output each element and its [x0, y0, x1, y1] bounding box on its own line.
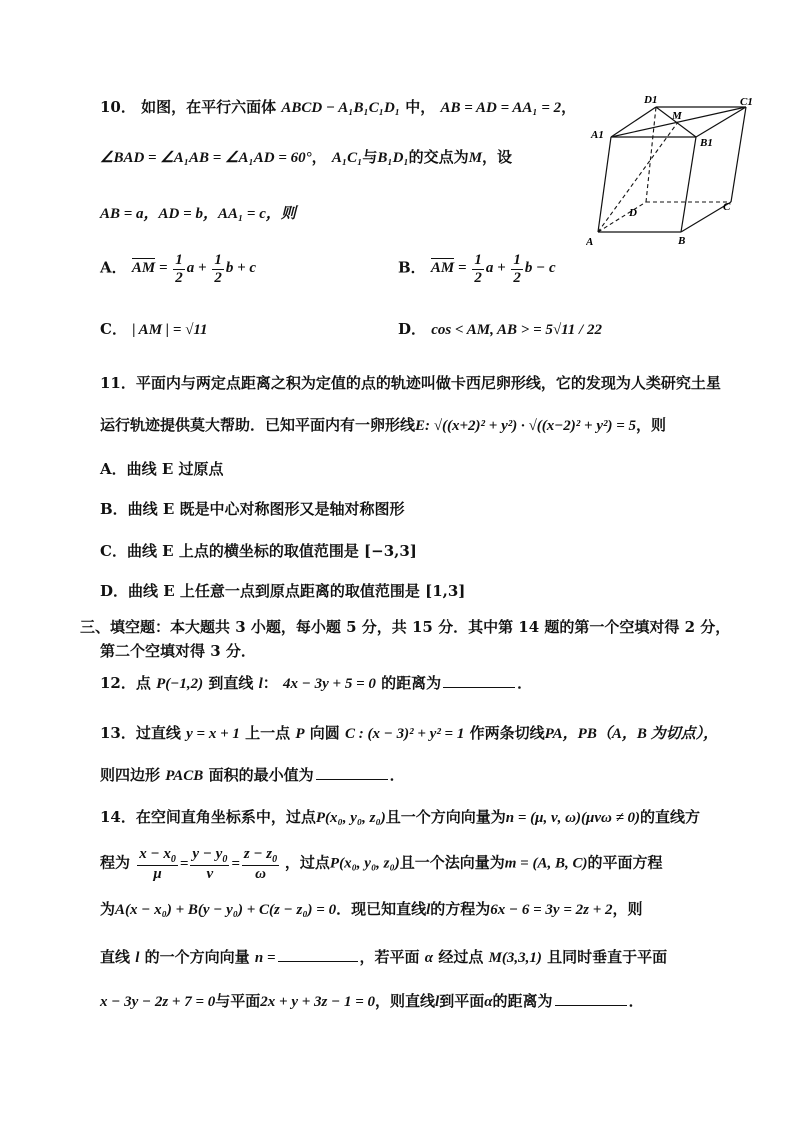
q13-text: 过直线: [135, 724, 181, 742]
q14-text: ．: [628, 992, 644, 1010]
label-b: B: [678, 235, 686, 247]
q10-number: 10．: [100, 98, 136, 116]
q13-quad: PACB: [165, 768, 204, 784]
q12-text: 点: [135, 674, 151, 692]
q13-text: 作两条切线: [469, 724, 545, 742]
q14-text: 经过点: [438, 948, 484, 966]
q10-text: 如图，在平行六面体: [141, 98, 277, 116]
q14-plane-equation: A(x − x₀) + B(y − y₀) + C(z − z₀) = 0: [115, 902, 337, 918]
option-d-label: D．: [398, 320, 427, 338]
q14-line4: [100, 946, 667, 967]
q14-text: 到平面: [439, 992, 485, 1010]
q11-option-a: A．曲线 E 过原点: [100, 460, 224, 478]
q14-text: 与平面: [215, 992, 261, 1010]
parallelepiped-figure: [586, 92, 766, 252]
q13-text: 面积的最小值为: [208, 766, 314, 784]
q14-text: ，则直线: [375, 992, 436, 1010]
q10-line2: [100, 146, 512, 167]
q13-text: 上一点: [245, 724, 291, 742]
q14-alpha: α: [484, 994, 493, 1010]
q11-option-c: C．曲线 E 上点的横坐标的取值范围是 [−3,3]: [100, 542, 417, 560]
q10-text: ，: [561, 98, 577, 116]
q12-text: ．: [517, 674, 533, 692]
q12-answer-blank[interactable]: [443, 686, 515, 688]
q10-text: 的交点为: [408, 148, 469, 166]
q10-line3: AB = a，AD = b，AA₁ = c，则: [100, 206, 296, 222]
q14-text: 的方程为: [430, 900, 491, 918]
q14-text: 的平面方程: [587, 853, 663, 872]
q10-text: ，设: [482, 148, 513, 166]
q12-text: 到直线: [208, 674, 254, 692]
q13-number: 13．: [100, 724, 136, 742]
q14-text: ，若平面: [359, 948, 420, 966]
label-b1: B1: [700, 137, 713, 149]
q13-answer-blank[interactable]: [316, 778, 388, 780]
q14-point: P(x₀, y₀, z₀): [329, 855, 400, 872]
q14-vector-n: n =: [254, 950, 276, 966]
option-b-label: B．: [398, 258, 426, 277]
label-c1: C1: [740, 96, 753, 108]
q13-line1: [100, 722, 718, 743]
q13-line-eq: y = x + 1: [186, 726, 240, 742]
q10-text: 中，: [405, 98, 436, 116]
q11-option-d: D．曲线 E 上任意一点到原点距离的取值范围是 [1,3]: [100, 582, 466, 600]
q14-direction-vector: n = (μ, ν, ω)(μνω ≠ 0): [505, 810, 641, 826]
q13-text: 向圆: [309, 724, 340, 742]
q14-text: 的距离为: [492, 992, 553, 1010]
q13-p: P: [295, 726, 305, 742]
q12-point: P(−1,2): [156, 676, 204, 692]
q13-text: 则四边形: [100, 766, 161, 784]
q10-option-b: [398, 252, 556, 286]
option-b-formula: AM = $\frac{1}{2}$ a + $\frac{1}{2}$ b − c: [430, 252, 556, 286]
option-a-formula: AM = $\frac{1}{2}$ a + $\frac{1}{2}$ b + c: [131, 252, 257, 286]
q11-option-b: B．曲线 E 既是中心对称图形又是轴对称图形: [100, 500, 405, 518]
q14-text: 且一个法向量为: [399, 853, 505, 872]
q10-option-d: [398, 318, 602, 339]
q10-m: M: [468, 150, 483, 166]
option-d-formula: cos < AM, AB > = 5√11 / 22: [431, 322, 602, 338]
q11-text: ，则: [636, 416, 667, 434]
section3-line2: 第二个空填对得 3 分．: [100, 642, 256, 660]
q11-equation: E: √((x+2)² + y²) · √((x−2)² + y²) = 5: [415, 418, 637, 434]
label-a1: A1: [591, 129, 604, 141]
q14-text: ，则: [612, 900, 643, 918]
q10-text: ，: [311, 148, 327, 166]
q11-text: 平面内与两定点距离之积为定值的点的轨迹叫做卡西尼卵形线，它的发现为人类研究土星: [135, 374, 721, 392]
q10-angles: ∠BAD = ∠A₁AB = ∠A₁AD = 60°: [100, 150, 312, 166]
q14-line3: [100, 898, 643, 919]
option-c-label: C．: [100, 320, 127, 338]
q14-text: 的一个方向向量: [144, 948, 250, 966]
q13-circle: C : (x − 3)² + y² = 1: [345, 726, 465, 742]
q14-l: l: [135, 950, 140, 966]
q14-answer-blank-2[interactable]: [555, 1004, 627, 1006]
label-a: A: [586, 236, 594, 248]
q11-line2: [100, 414, 666, 435]
q14-line1: [100, 806, 700, 827]
q14-text: 程为: [100, 853, 131, 872]
q11-text: 运行轨迹提供莫大帮助．已知平面内有一卵形线: [100, 416, 416, 434]
q14-text: 且一个方向向量为: [385, 808, 506, 826]
q12-number: 12．: [100, 674, 136, 692]
q13-text: ．: [389, 766, 405, 784]
q10-text: 与: [362, 148, 378, 166]
q14-plane-2: 2x + y + 3z − 1 = 0: [260, 994, 376, 1010]
q14-point: P(x₀, y₀, z₀): [315, 810, 386, 826]
q11-number: 11．: [100, 374, 136, 392]
q12-text: ：: [262, 674, 278, 692]
q14-text: 为: [100, 900, 116, 918]
q10-option-a: [100, 252, 256, 286]
label-c: C: [723, 201, 731, 213]
q14-text: 的直线方: [640, 808, 701, 826]
q14-alpha: α: [424, 950, 434, 966]
q11-line1: [100, 372, 721, 393]
q10-option-c: [100, 318, 208, 339]
q12-line: [100, 672, 532, 693]
q14-text: 直线: [100, 948, 131, 966]
label-d1: D1: [644, 94, 658, 106]
q12-line-name: l: [258, 676, 263, 692]
q14-normal-vector: m = (A, B, C): [504, 855, 588, 872]
q14-text: 且同时垂直于平面: [547, 948, 668, 966]
q10-solid: ABCD − A₁B₁C₁D₁: [281, 100, 401, 116]
q10-a1c1: A₁C₁: [331, 150, 363, 166]
q14-answer-blank-1[interactable]: [278, 960, 358, 962]
q13-tangents: PA，PB（A，B 为切点），: [544, 726, 719, 742]
label-m: M: [672, 110, 682, 122]
q14-line-equation: $\frac{x - x_0}{\mu}$ = $\frac{y - y_0}{\nu}$ = $\frac{z - z_0}{\omega}$: [139, 846, 278, 882]
label-d: D: [629, 207, 637, 219]
q12-text: 的距离为: [381, 674, 442, 692]
q14-line2: [100, 846, 663, 883]
q14-given-line: 6x − 6 = 3y = 2z + 2: [490, 902, 613, 918]
q14-text: ，过点: [284, 853, 330, 872]
q14-line5: [100, 990, 644, 1011]
q14-l: l: [435, 994, 440, 1010]
q10-b1d1: B₁D₁: [377, 150, 409, 166]
section3-line1: 三、填空题：本大题共 3 小题，每小题 5 分，共 15 分．其中第 14 题的第一个空填对得 2 分，: [80, 618, 731, 636]
q14-number: 14．: [100, 808, 136, 826]
q14-text: 在空间直角坐标系中，过点: [135, 808, 316, 826]
q12-equation: 4x − 3y + 5 = 0: [283, 676, 376, 692]
option-a-label: A．: [100, 258, 127, 277]
q14-text: ．现已知直线: [336, 900, 427, 918]
q14-point-m: M(3,3,1): [488, 950, 542, 966]
q10-line1: [100, 96, 576, 117]
q10-edge-eq: AB = AD = AA₁ = 2: [440, 100, 562, 116]
q13-line2: [100, 764, 405, 785]
q14-l: l: [426, 902, 431, 918]
option-c-formula: | AM | = √11: [132, 322, 208, 338]
q14-plane-1: x − 3y − 2z + 7 = 0: [100, 994, 216, 1010]
